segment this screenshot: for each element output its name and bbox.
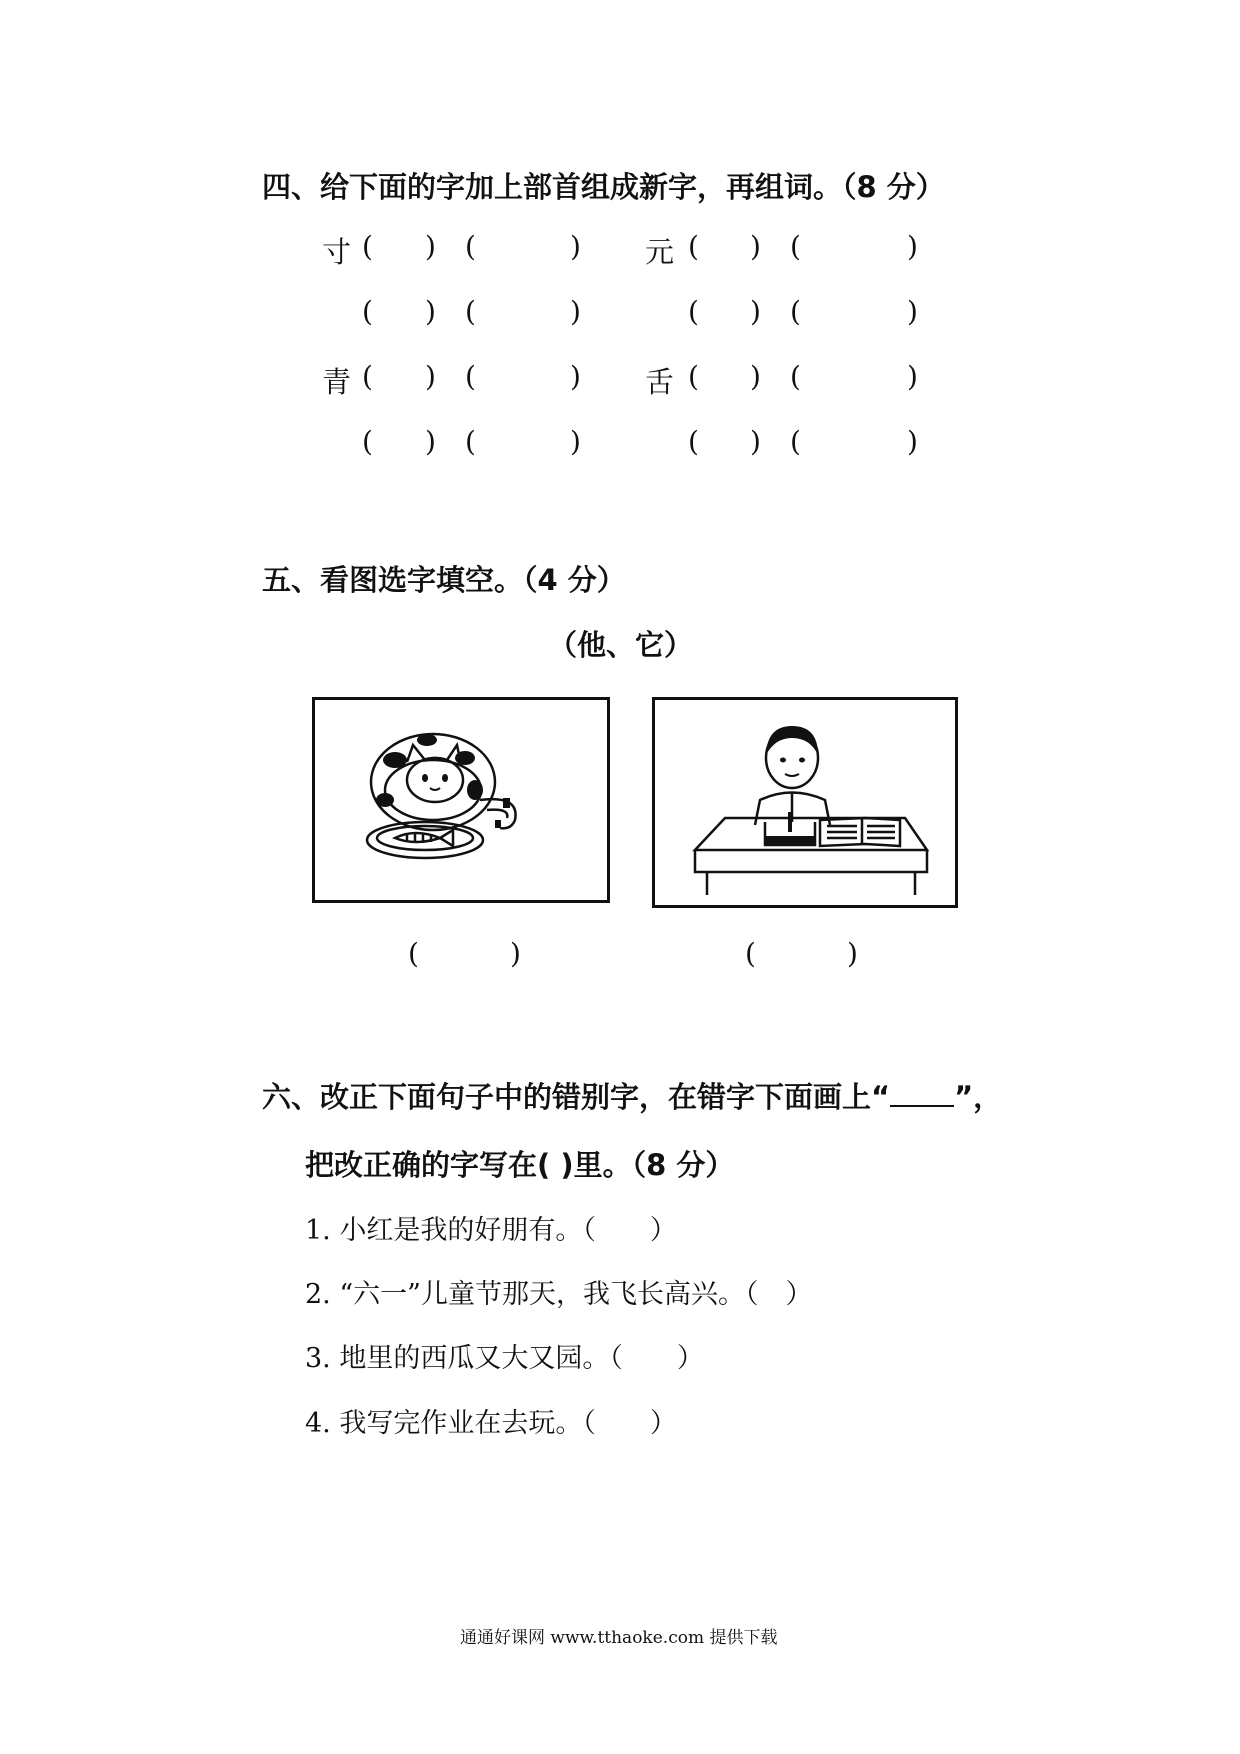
blank-paren[interactable]: ( [362, 230, 373, 263]
blank-paren[interactable]: ( [465, 295, 476, 328]
blank-paren[interactable]: ) [750, 230, 761, 263]
blank-paren[interactable]: ) [425, 425, 436, 458]
blank-paren[interactable]: ( [688, 295, 699, 328]
blank-paren[interactable]: ) [907, 295, 918, 328]
underline-mark [890, 1085, 954, 1107]
char-yuan: 元 [645, 235, 675, 269]
section6-title-text: 六、改正下面句子中的错别字，在错字下面画上“ [262, 1080, 891, 1114]
blank-paren[interactable]: ) [570, 230, 581, 263]
picture1-answer-blank[interactable]: ( [408, 937, 419, 970]
correction-item: 3. 地里的西瓜又大又园。（ ） [305, 1343, 704, 1374]
char-she: 舌 [645, 365, 675, 399]
blank-paren[interactable]: ) [750, 295, 761, 328]
footer-credit: 通通好课网 www.tthaoke.com 提供下载 [460, 1628, 778, 1648]
blank-paren[interactable]: ) [750, 360, 761, 393]
blank-paren[interactable]: ) [907, 360, 918, 393]
blank-paren[interactable]: ( [362, 425, 373, 458]
blank-paren[interactable]: ) [425, 295, 436, 328]
section4-title: 四、给下面的字加上部首组成新字，再组词。（8 分） [262, 170, 945, 204]
section5-title: 五、看图选字填空。（4 分） [262, 563, 626, 597]
blank-paren[interactable]: ( [465, 230, 476, 263]
blank-paren[interactable]: ( [688, 360, 699, 393]
blank-paren[interactable]: ) [425, 230, 436, 263]
blank-paren[interactable]: ) [425, 360, 436, 393]
blank-paren[interactable]: ( [688, 230, 699, 263]
blank-paren[interactable]: ( [790, 295, 801, 328]
blank-paren[interactable]: ( [790, 360, 801, 393]
correction-item: 2. “六一”儿童节那天，我飞长高兴。（ ） [305, 1279, 813, 1310]
blank-paren[interactable]: ( [362, 295, 373, 328]
char-cun: 寸 [322, 235, 352, 269]
blank-paren[interactable]: ) [907, 425, 918, 458]
cat-eating-fish-icon [312, 697, 610, 903]
picture2-answer-blank[interactable]: ( [745, 937, 756, 970]
blank-paren[interactable]: ) [907, 230, 918, 263]
blank-paren[interactable]: ( [688, 425, 699, 458]
blank-paren[interactable]: ( [790, 425, 801, 458]
boy-writing-at-desk-icon [652, 697, 958, 908]
char-qing: 青 [322, 365, 352, 399]
blank-paren[interactable]: ( [465, 360, 476, 393]
picture1-answer-blank[interactable]: ) [510, 937, 521, 970]
section6-title [262, 1075, 1002, 1116]
blank-paren[interactable]: ) [570, 360, 581, 393]
blank-paren[interactable]: ( [790, 230, 801, 263]
blank-paren[interactable]: ( [362, 360, 373, 393]
section6-title-end: ”， [954, 1080, 1003, 1114]
picture2-answer-blank[interactable]: ) [847, 937, 858, 970]
correction-item: 1. 小红是我的好朋有。（ ） [305, 1215, 677, 1246]
blank-paren[interactable]: ) [750, 425, 761, 458]
blank-paren[interactable]: ( [465, 425, 476, 458]
blank-paren[interactable]: ) [570, 425, 581, 458]
blank-paren[interactable]: ) [570, 295, 581, 328]
correction-item: 4. 我写完作业在去玩。（ ） [305, 1408, 677, 1439]
section5-options: （他、它） [548, 628, 694, 662]
section6-subtitle: 把改正确的字写在( )里。（8 分） [305, 1148, 735, 1182]
